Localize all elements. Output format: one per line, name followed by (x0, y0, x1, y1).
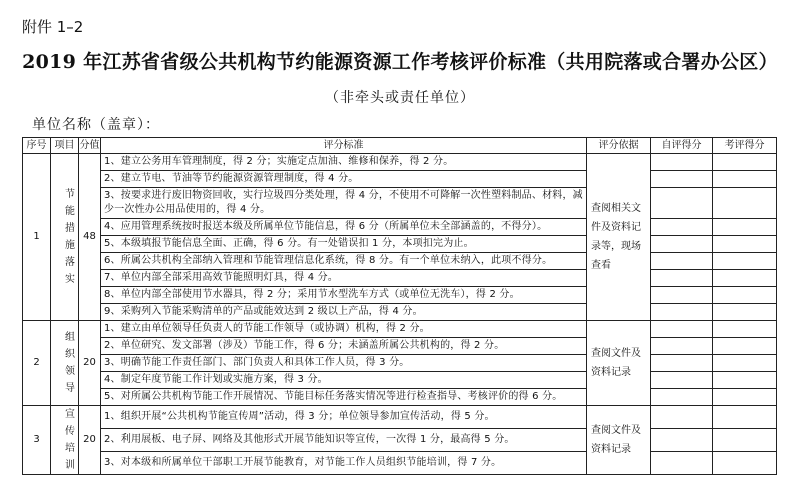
criteria-cell: 7、单位内部全部采用高效节能照明灯具，得 4 分。 (101, 270, 587, 287)
group-no: 3 (23, 406, 51, 475)
eval-score-cell[interactable] (713, 188, 777, 219)
table-row (23, 355, 777, 372)
self-score-cell[interactable] (651, 321, 713, 338)
eval-score-cell[interactable] (713, 287, 777, 304)
eval-score-cell[interactable] (713, 355, 777, 372)
self-score-cell[interactable] (651, 154, 713, 171)
eval-score-cell[interactable] (713, 372, 777, 389)
header-no: 序号 (23, 138, 51, 154)
eval-score-cell[interactable] (713, 338, 777, 355)
page-subtitle: （非牵头或责任单位） (325, 90, 475, 106)
criteria-cell: 5、对所属公共机构节能工作开展情况、节能目标任务落实情况等进行检查指导、考核评价的得 6 分。 (101, 389, 587, 406)
table-row (23, 236, 777, 253)
eval-score-cell[interactable] (713, 321, 777, 338)
table-row (23, 406, 777, 429)
criteria-cell: 5、本级填报节能信息全面、正确，得 6 分。有一处错误扣 1 分，本项扣完为止。 (101, 236, 587, 253)
eval-score-cell[interactable] (713, 154, 777, 171)
self-score-cell[interactable] (651, 372, 713, 389)
criteria-cell: 8、单位内部全部使用节水器具，得 2 分；采用节水型洗车方式（或单位无洗车），得 2 分。 (101, 287, 587, 304)
self-score-cell[interactable] (651, 219, 713, 236)
table-row (23, 188, 777, 219)
eval-score-cell[interactable] (713, 304, 777, 321)
self-score-cell[interactable] (651, 338, 713, 355)
eval-score-cell[interactable] (713, 452, 777, 475)
group-score: 20 (79, 406, 101, 475)
self-score-cell[interactable] (651, 270, 713, 287)
table-row (23, 270, 777, 287)
unit-name-label: 单位名称（盖章）： (32, 117, 160, 133)
self-score-cell[interactable] (651, 429, 713, 452)
criteria-cell: 1、组织开展“公共机构节能宣传周”活动，得 3 分；单位领导参加宣传活动，得 5 分。 (101, 406, 587, 429)
criteria-cell: 3、对本级和所属单位干部职工开展节能教育，对节能工作人员组织节能培训，得 7 分。 (101, 452, 587, 475)
eval-score-cell[interactable] (713, 236, 777, 253)
eval-score-cell[interactable] (713, 219, 777, 236)
self-score-cell[interactable] (651, 304, 713, 321)
criteria-cell: 1、建立由单位领导任负责人的节能工作领导（或协调）机构，得 2 分。 (101, 321, 587, 338)
table-row (23, 171, 777, 188)
table-row (23, 154, 777, 171)
table-row (23, 304, 777, 321)
self-score-cell[interactable] (651, 236, 713, 253)
criteria-cell: 9、采购列入节能采购清单的产品或能效达到 2 级以上产品，得 4 分。 (101, 304, 587, 321)
eval-score-cell[interactable] (713, 171, 777, 188)
criteria-cell: 2、单位研究、发文部署（涉及）节能工作，得 6 分；未涵盖所属公共机构的，得 2 分。 (101, 338, 587, 355)
self-score-cell[interactable] (651, 452, 713, 475)
group-no: 2 (23, 321, 51, 406)
table-row (23, 372, 777, 389)
header-score: 分值 (79, 138, 101, 154)
self-score-cell[interactable] (651, 171, 713, 188)
group-no: 1 (23, 154, 51, 321)
attachment-label: 附件 1–2 (22, 18, 84, 36)
criteria-cell: 4、应用管理系统按时报送本级及所属单位节能信息，得 6 分（所属单位未全部涵盖的，不得分）。 (101, 219, 587, 236)
criteria-cell: 3、明确节能工作责任部门、部门负责人和具体工作人员，得 3 分。 (101, 355, 587, 372)
page-title: 2019 年江苏省省级公共机构节约能源资源工作考核评价标准（共用院落或合署办公区） (22, 51, 778, 73)
evaluation-table (22, 137, 777, 475)
table-header-row (23, 138, 777, 154)
eval-score-cell[interactable] (713, 270, 777, 287)
group-basis: 查阅相关文件及资料记录等，现场查看 (587, 154, 651, 321)
criteria-cell: 2、利用展板、电子屏、网络及其他形式开展节能知识等宣传，一次得 1 分，最高得 5 分。 (101, 429, 587, 452)
eval-score-cell[interactable] (713, 253, 777, 270)
table-row (23, 287, 777, 304)
table-row (23, 452, 777, 475)
eval-score-cell[interactable] (713, 406, 777, 429)
eval-score-cell[interactable] (713, 389, 777, 406)
group-basis: 查阅文件及资料记录 (587, 321, 651, 406)
table-row (23, 253, 777, 270)
self-score-cell[interactable] (651, 287, 713, 304)
self-score-cell[interactable] (651, 355, 713, 372)
self-score-cell[interactable] (651, 389, 713, 406)
criteria-cell: 2、建立节电、节油等节约能源资源管理制度，得 4 分。 (101, 171, 587, 188)
group-score: 20 (79, 321, 101, 406)
header-criteria: 评分标准 (101, 138, 587, 154)
table-row (23, 338, 777, 355)
table-row (23, 321, 777, 338)
group-basis: 查阅文件及资料记录 (587, 406, 651, 475)
header-self-score: 自评得分 (651, 138, 713, 154)
group-item: 宣传培训 (51, 406, 79, 475)
header-eval-score: 考评得分 (713, 138, 777, 154)
criteria-cell: 6、所属公共机构全部纳入管理和节能管理信息化系统，得 8 分。有一个单位未纳入，此项不得分。 (101, 253, 587, 270)
group-score: 48 (79, 154, 101, 321)
criteria-cell: 1、建立公务用车管理制度，得 2 分；实施定点加油、维修和保养，得 2 分。 (101, 154, 587, 171)
group-item: 组织领导 (51, 321, 79, 406)
table-row (23, 429, 777, 452)
table-row (23, 219, 777, 236)
criteria-cell: 4、制定年度节能工作计划或实施方案，得 3 分。 (101, 372, 587, 389)
header-basis: 评分依据 (587, 138, 651, 154)
self-score-cell[interactable] (651, 188, 713, 219)
self-score-cell[interactable] (651, 253, 713, 270)
self-score-cell[interactable] (651, 406, 713, 429)
criteria-cell: 3、按要求进行废旧物资回收，实行垃圾四分类处理，得 4 分，不使用不可降解一次性塑料制品、材料，减少一次性办公用品使用的，得 4 分。 (101, 188, 587, 219)
eval-score-cell[interactable] (713, 429, 777, 452)
table-row (23, 389, 777, 406)
header-item: 项目 (51, 138, 79, 154)
group-item: 节能措施落实 (51, 154, 79, 321)
